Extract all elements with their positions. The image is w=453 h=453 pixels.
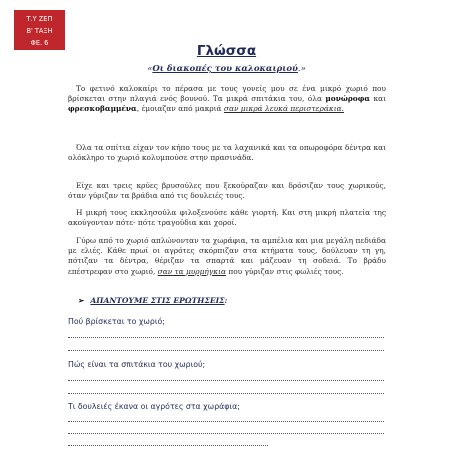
text-title: [0, 64, 453, 74]
arrow-icon: ➢: [78, 296, 85, 305]
p1-text-d: , έμοιαζαν από μακριά: [136, 104, 224, 114]
p1-text-a: Το φετινό καλοκαίρι το πέρασα με τους γονείς μου σε ένα μικρό χωριό που βρίσκεται στην πλαγιά ενός βουνού. Τα μικρά σπιτάκια του, όλα: [68, 84, 386, 104]
answer-line-3c[interactable]: [68, 445, 268, 446]
p1-underlined: σαν μικρά λευκά περιστεράκια.: [223, 104, 344, 114]
page-title: Γλώσσα: [196, 43, 257, 59]
paragraph-1: [68, 84, 386, 115]
subtitle-text: Οι διακοπές του καλοκαιριού: [152, 64, 298, 74]
badge-line-2: Β' ΤΑΞΗ: [26, 27, 53, 35]
task-colon: :: [224, 296, 228, 305]
p5-underlined: σαν τα μυρμήγκια: [157, 266, 227, 276]
task-label: ΑΠΑΝΤΟΥΜΕ ΣΤΙΣ ΕΡΩΤΗΣΕΙΣ: [90, 296, 225, 305]
paragraph-2: Όλα τα σπίτια είχαν τον κήπο τους με τα λαχανικά και τα οπωροφόρα δέντρα και ολόκληρο το χωριό κολυμπούσε στην πρασινάδα.: [68, 143, 386, 163]
paragraph-5: [68, 236, 386, 277]
p1-bold-2: φρεσκοβαμμένα: [68, 104, 137, 114]
question-3: Τι δουλειές έκανα οι αγρότες στα χωράφια;: [68, 402, 240, 411]
p1-text-c: και: [370, 94, 387, 104]
paragraph-3: Είχε και τρεις κρύες βρυσούλες που ξεκούραζαν και δρόσιζαν τους χωρικούς, όταν γύριζαν τα βράδια από τις δουλειές τους.: [68, 181, 386, 201]
p5-text-a: Γύρω από το χωριό απλώνονταν τα χωράφια, τα αμπέλια και μια μεγάλη πεδιάδα με ελιές. Κάθε πρωί οι αγρότες σκόρπιζαν στα κτήματα τους, δούλευαν τη γη, πότιζαν τα δέντρα, θέριζαν τα σπαρτά και μάζευαν τη σοδειά. Το βράδυ επέστρεφαν στο χωριό,: [68, 236, 386, 276]
answer-line-3a[interactable]: [68, 421, 384, 422]
badge-line-3: ΦΕ. 6: [30, 39, 49, 47]
p5-text-b: που γύριζαν στις φωλιές τους.: [226, 266, 344, 276]
answer-line-3b[interactable]: [68, 433, 384, 434]
paragraph-4: Η μικρή τους εκκλησούλα φιλοξενούσε κάθε γιορτή. Και στη μικρή πλατεία της ακούγονταν πότε- πότε τραγούδια και χοροί.: [68, 208, 386, 228]
question-2: Πώς είναι τα σπιτάκια του χωριού;: [68, 360, 206, 369]
subtitle-close-quote: .»: [297, 64, 306, 74]
answer-line-2b[interactable]: [68, 393, 384, 394]
answer-line-2a[interactable]: [68, 380, 384, 381]
answer-line-1b[interactable]: [68, 350, 384, 351]
badge-line-1: Τ.Υ ΖΕΠ: [26, 15, 53, 23]
p1-bold-1: μονώροφα: [325, 94, 371, 104]
task-heading: [78, 296, 227, 305]
subtitle-open-quote: «: [147, 64, 153, 74]
question-1: Πού βρίσκεται το χωριό;: [68, 317, 165, 326]
answer-line-1a[interactable]: [68, 337, 384, 338]
